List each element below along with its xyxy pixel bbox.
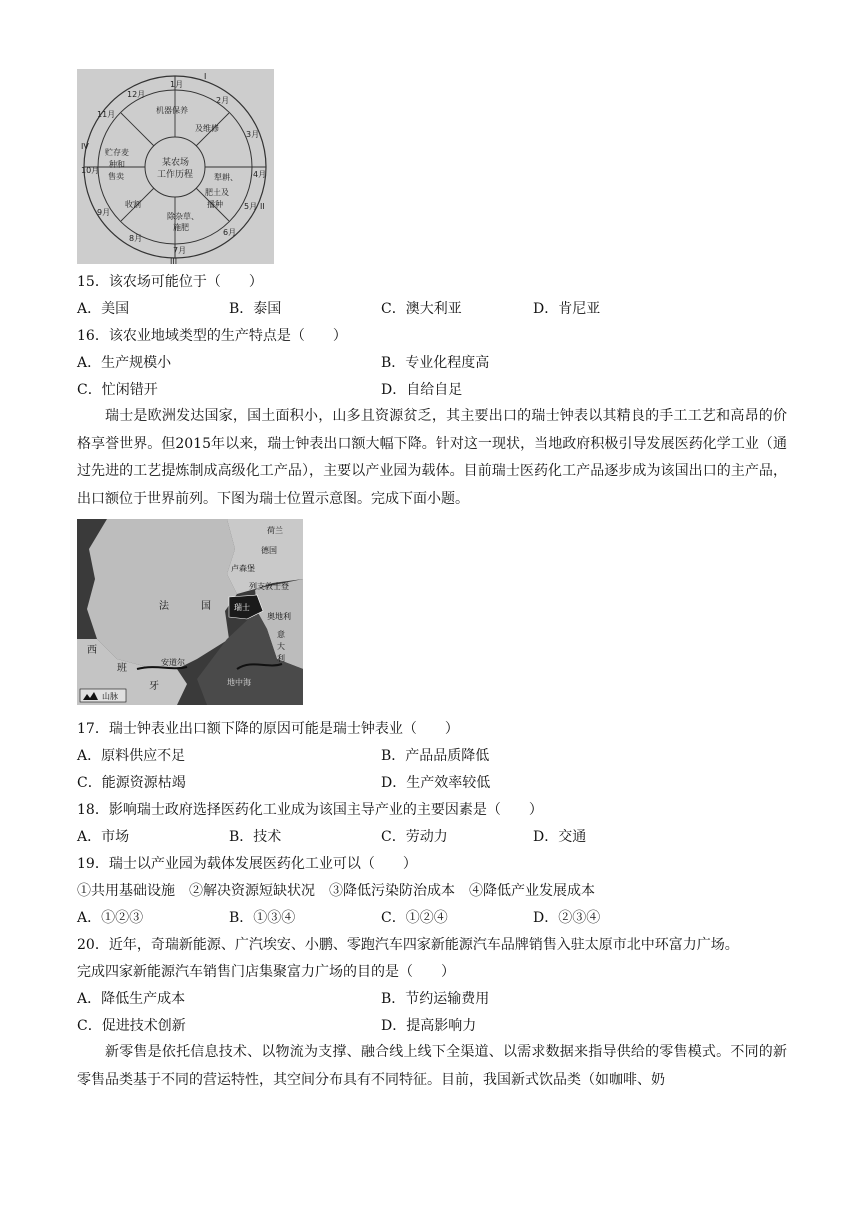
q18-option-c: C．劳动力 bbox=[381, 829, 448, 845]
map-label: 利 bbox=[277, 654, 285, 663]
question-15-stem: 15．该农场可能位于（ ） bbox=[77, 274, 263, 290]
q17-option-b: B．产品品质降低 bbox=[381, 748, 490, 764]
map-label: 德国 bbox=[261, 546, 277, 555]
map-label: 列支敦士登 bbox=[249, 582, 289, 591]
center-label: 某农场 bbox=[162, 158, 190, 168]
map-label: 班 bbox=[117, 663, 127, 674]
q15-option-c: C．澳大利亚 bbox=[381, 301, 462, 317]
q19-option-a: A．①②③ bbox=[77, 910, 144, 926]
month-label: 4月 bbox=[253, 170, 267, 179]
month-label: 10月 bbox=[81, 166, 100, 175]
month-label: 11月 bbox=[97, 110, 116, 119]
question-18-stem: 18．影响瑞士政府选择医药化工业成为该国主导产业的主要因素是（ ） bbox=[77, 802, 543, 818]
map-label: 瑞士 bbox=[234, 603, 250, 612]
activity-label: 售卖 bbox=[108, 172, 124, 181]
map-label: 国 bbox=[201, 601, 211, 612]
question-20-stem: 20．近年，奇瑞新能源、广汽埃安、小鹏、零跑汽车四家新能源汽车品牌销售入驻太原市北中环富力广场。 bbox=[77, 937, 739, 953]
q19-statements: ①共用基础设施 ②解决资源短缺状况 ③降低污染防治成本 ④降低产业发展成本 bbox=[77, 883, 595, 899]
month-label: 9月 bbox=[97, 208, 111, 217]
q15-option-d: D．肯尼亚 bbox=[533, 301, 601, 317]
q16-option-c: C．忙闲错开 bbox=[77, 382, 158, 398]
month-label: 3月 bbox=[246, 130, 260, 139]
q17-option-c: C．能源资源枯竭 bbox=[77, 775, 186, 791]
q20-option-a: A．降低生产成本 bbox=[77, 991, 186, 1007]
month-label: 12月 bbox=[127, 90, 146, 99]
q15-option-b: B．泰国 bbox=[229, 301, 282, 317]
roman-numeral: III bbox=[170, 257, 178, 264]
map-label: 荷兰 bbox=[267, 526, 283, 535]
activity-label: 肥土及 bbox=[205, 188, 229, 197]
center-label: 工作历程 bbox=[157, 170, 194, 180]
activity-label: 及维修 bbox=[195, 124, 219, 133]
passage-switzerland: 瑞士是欧洲发达国家，国土面积小，山多且资源贫乏，其主要出口的瑞士钟表以其精良的手工工艺和高昂的价格享誉世界。但2015年以来，瑞士钟表出口额大幅下降。针对这一现状，当地政府积极引导发展医药化学工业（通过先进的工艺提炼制成高级化工产品），主要以产业园为载体。目前瑞士医药化工产品逐步成为该国出口的主产品，出口额位于世界前列。下图为瑞士位置示意图。完成下面小题。 bbox=[77, 408, 787, 507]
map-label: 安道尔 bbox=[161, 658, 185, 667]
month-label: 5月 bbox=[244, 202, 258, 211]
q19-option-b: B．①③④ bbox=[229, 910, 296, 926]
roman-numeral: II bbox=[260, 202, 265, 211]
map-label: 大 bbox=[277, 642, 285, 651]
map-label: 奥地利 bbox=[267, 612, 291, 621]
q18-option-b: B．技术 bbox=[229, 829, 282, 845]
activity-label: 种和 bbox=[109, 160, 125, 169]
farm-cycle-diagram bbox=[77, 69, 274, 264]
month-label: 6月 bbox=[223, 228, 237, 237]
q19-option-c: C．①②④ bbox=[381, 910, 448, 926]
roman-numeral: I bbox=[204, 72, 207, 81]
q18-option-d: D．交通 bbox=[533, 829, 587, 845]
q17-option-d: D．生产效率较低 bbox=[381, 775, 491, 791]
month-label: 7月 bbox=[173, 246, 187, 255]
activity-label: 犁耕、 bbox=[214, 173, 238, 182]
legend-label: 山脉 bbox=[102, 692, 118, 701]
month-label: 8月 bbox=[129, 234, 143, 243]
map-label: 法 bbox=[159, 601, 169, 612]
activity-label: 机器保养 bbox=[156, 106, 188, 115]
month-label: 2月 bbox=[216, 96, 230, 105]
q16-option-d: D．自给自足 bbox=[381, 382, 463, 398]
map-label: 西 bbox=[87, 645, 97, 656]
map-label: 地中海 bbox=[227, 678, 251, 687]
q17-option-a: A．原料供应不足 bbox=[77, 748, 186, 764]
q20-option-b: B．节约运输费用 bbox=[381, 991, 490, 1007]
map-label: 意 bbox=[277, 630, 285, 639]
farm-cycle-figure bbox=[77, 69, 274, 264]
map-label: 卢森堡 bbox=[231, 564, 255, 573]
switzerland-map-figure bbox=[77, 519, 303, 705]
roman-numeral: IV bbox=[81, 142, 89, 151]
activity-label: 收割 bbox=[125, 200, 141, 209]
q20-option-c: C．促进技术创新 bbox=[77, 1018, 186, 1034]
q15-option-a: A．美国 bbox=[77, 301, 130, 317]
q16-option-a: A．生产规模小 bbox=[77, 355, 172, 371]
activity-label: 播种 bbox=[207, 200, 223, 209]
activity-label: 施肥 bbox=[173, 223, 189, 232]
activity-label: 除杂草、 bbox=[167, 212, 199, 221]
q16-option-b: B．专业化程度高 bbox=[381, 355, 490, 371]
question-19-stem: 19．瑞士以产业园为载体发展医药化工业可以（ ） bbox=[77, 856, 417, 872]
q20-option-d: D．提高影响力 bbox=[381, 1018, 477, 1034]
month-label: 1月 bbox=[170, 80, 184, 89]
question-17-stem: 17．瑞士钟表业出口额下降的原因可能是瑞士钟表业（ ） bbox=[77, 721, 459, 737]
question-20-stem-continued: 完成四家新能源汽车销售门店集聚富力广场的目的是（ ） bbox=[77, 964, 455, 980]
map-label: 牙 bbox=[149, 681, 159, 692]
switzerland-location-map bbox=[77, 519, 303, 705]
q19-option-d: D．②③④ bbox=[533, 910, 601, 926]
question-16-stem: 16．该农业地域类型的生产特点是（ ） bbox=[77, 328, 347, 344]
passage-new-retail: 新零售是依托信息技术、以物流为支撑、融合线上线下全渠道、以需求数据来指导供给的零售模式。不同的新零售品类基于不同的营运特性，其空间分布具有不同特征。目前，我国新式饮品类（如咖啡、奶 bbox=[77, 1044, 787, 1088]
activity-label: 贮存麦 bbox=[105, 148, 129, 157]
q18-option-a: A．市场 bbox=[77, 829, 130, 845]
